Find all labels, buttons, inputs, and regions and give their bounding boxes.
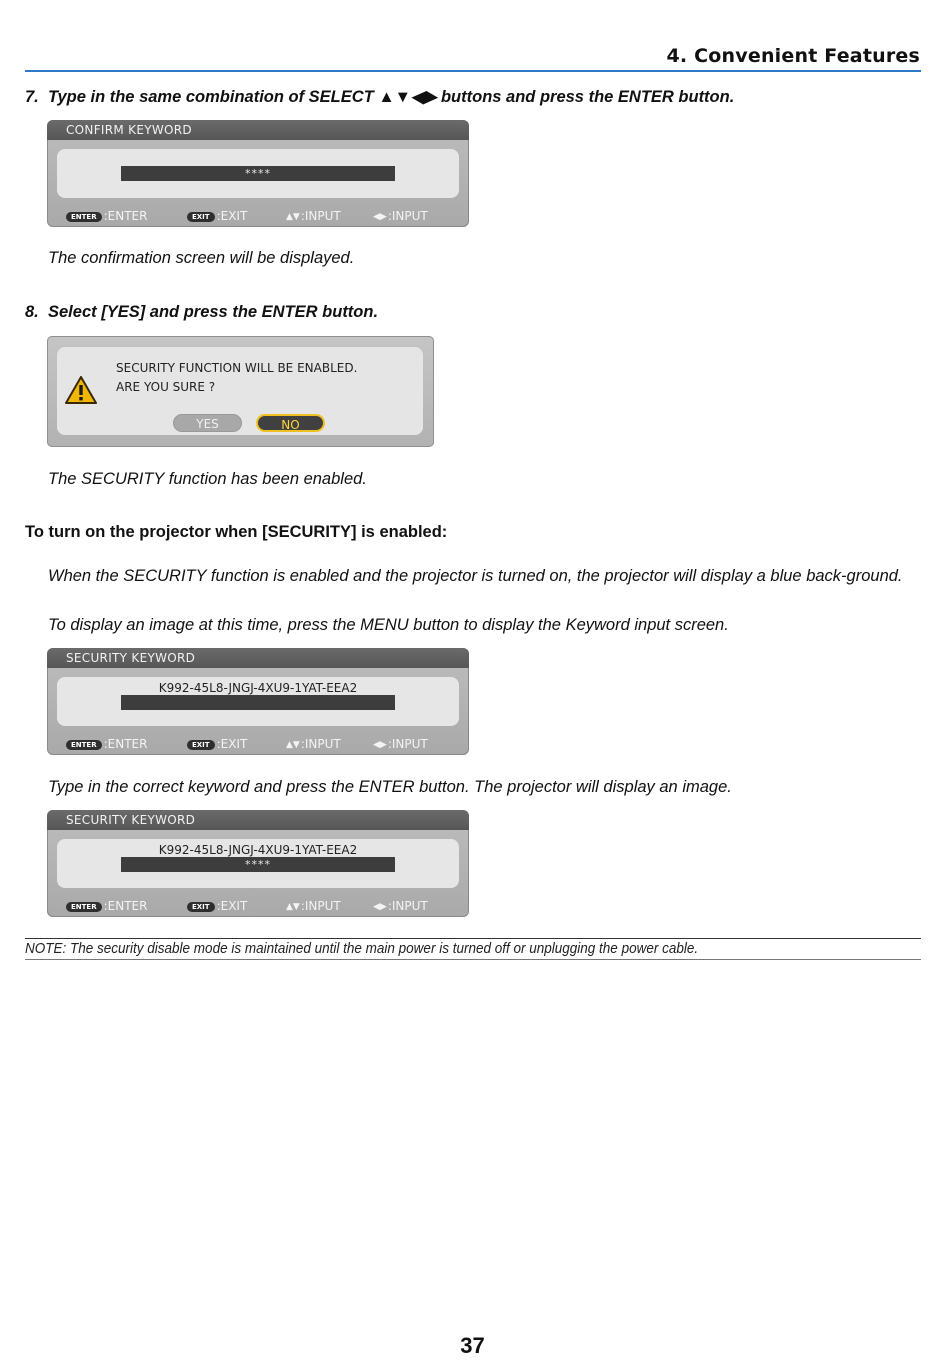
up-down-arrow-icon: ▲▼: [286, 740, 300, 750]
up-down-arrow-icon: ▲▼: [286, 902, 300, 912]
dialog-inner-panel: [57, 347, 423, 435]
footer-leftright: [373, 205, 428, 227]
step-8-number: 8.: [25, 303, 39, 321]
step-7-text: Type in the same combination of SELECT ▲▼◀▶ buttons and press the ENTER button.: [48, 88, 735, 106]
page-number: 37: [460, 1333, 485, 1358]
footer-enter-label: :ENTER: [103, 737, 148, 751]
footer-enter-label: :ENTER: [103, 899, 148, 913]
footer-enter-label: :ENTER: [103, 209, 148, 223]
keyword-field[interactable]: [121, 695, 395, 710]
footer-exit: [187, 895, 247, 917]
footer-updown-label: :INPUT: [300, 899, 341, 913]
footer-enter: [66, 895, 147, 917]
security-confirm-dialog: [47, 336, 434, 447]
footer-updown: [286, 895, 341, 917]
header-rule: [25, 70, 921, 72]
exit-button-icon: EXIT: [187, 902, 215, 912]
enter-button-icon: ENTER: [66, 902, 102, 912]
exit-button-icon: EXIT: [187, 212, 215, 222]
osd-inner-panel: [57, 677, 459, 726]
footer-enter: [66, 733, 147, 755]
security-keyword-screen-empty: [47, 648, 469, 755]
footer-updown: [286, 733, 341, 755]
osd-inner-panel: [57, 149, 459, 198]
footer-leftright-label: :INPUT: [387, 737, 428, 751]
step-7-note: The confirmation screen will be displayed.: [48, 249, 355, 267]
dialog-message-line-1: SECURITY FUNCTION WILL BE ENABLED.: [116, 361, 358, 375]
osd-inner-panel: [57, 839, 459, 888]
step-8-note: The SECURITY function has been enabled.: [48, 470, 367, 488]
footnote: NOTE: The security disable mode is maintained until the main power is turned off or unplugging the power cable.: [25, 940, 699, 957]
footer-exit-label: :EXIT: [216, 209, 248, 223]
keyword-code: K992-45L8-JNGJ-4XU9-1YAT-EEA2: [158, 843, 358, 857]
keyword-code: K992-45L8-JNGJ-4XU9-1YAT-EEA2: [158, 681, 358, 695]
section-paragraph-1: When the SECURITY function is enabled and the projector is turned on, the projector will display a blue back-ground.: [48, 567, 903, 585]
left-right-arrow-icon: ◀▶: [373, 212, 387, 222]
keyword-field[interactable]: ****: [121, 857, 395, 872]
confirm-keyword-screen: [47, 120, 469, 227]
footer-exit-label: :EXIT: [216, 899, 248, 913]
step-7: [25, 87, 734, 107]
exit-button-icon: EXIT: [187, 740, 215, 750]
footer-exit: [187, 205, 247, 227]
osd-footer: [47, 895, 469, 917]
osd-title: CONFIRM KEYWORD: [47, 120, 469, 140]
footer-updown-label: :INPUT: [300, 209, 341, 223]
section-paragraph-2: To display an image at this time, press the MENU button to display the Keyword input screen.: [48, 616, 729, 634]
osd-title: SECURITY KEYWORD: [47, 810, 469, 830]
footer-leftright-label: :INPUT: [387, 209, 428, 223]
footer-leftright: [373, 733, 428, 755]
keyword-field[interactable]: ****: [121, 166, 395, 181]
section-heading: To turn on the projector when [SECURITY] is enabled:: [25, 523, 448, 541]
security-keyword-screen-filled: [47, 810, 469, 917]
osd-footer: [47, 733, 469, 755]
footer-updown: [286, 205, 341, 227]
up-down-arrow-icon: ▲▼: [286, 212, 300, 222]
note-rule-top: [25, 938, 921, 939]
note-rule-bottom: [25, 959, 921, 960]
osd-title: SECURITY KEYWORD: [47, 648, 469, 668]
footer-exit: [187, 733, 247, 755]
step-7-number: 7.: [25, 88, 39, 106]
left-right-arrow-icon: ◀▶: [373, 902, 387, 912]
footer-enter: [66, 205, 147, 227]
enter-button-icon: ENTER: [66, 212, 102, 222]
no-button[interactable]: NO: [256, 414, 325, 432]
left-right-arrow-icon: ◀▶: [373, 740, 387, 750]
footer-exit-label: :EXIT: [216, 737, 248, 751]
enter-button-icon: ENTER: [66, 740, 102, 750]
warning-icon: [65, 376, 97, 404]
step-8: [25, 303, 378, 322]
footer-leftright: [373, 895, 428, 917]
footer-leftright-label: :INPUT: [387, 899, 428, 913]
yes-button[interactable]: YES: [173, 414, 242, 432]
step-8-text: Select [YES] and press the ENTER button.: [48, 303, 379, 321]
section-paragraph-3: Type in the correct keyword and press the ENTER button. The projector will display an image.: [48, 778, 732, 796]
footer-updown-label: :INPUT: [300, 737, 341, 751]
dialog-message-line-2: ARE YOU SURE ?: [116, 380, 216, 394]
osd-footer: [47, 205, 469, 227]
chapter-title: 4. Convenient Features: [666, 45, 920, 67]
